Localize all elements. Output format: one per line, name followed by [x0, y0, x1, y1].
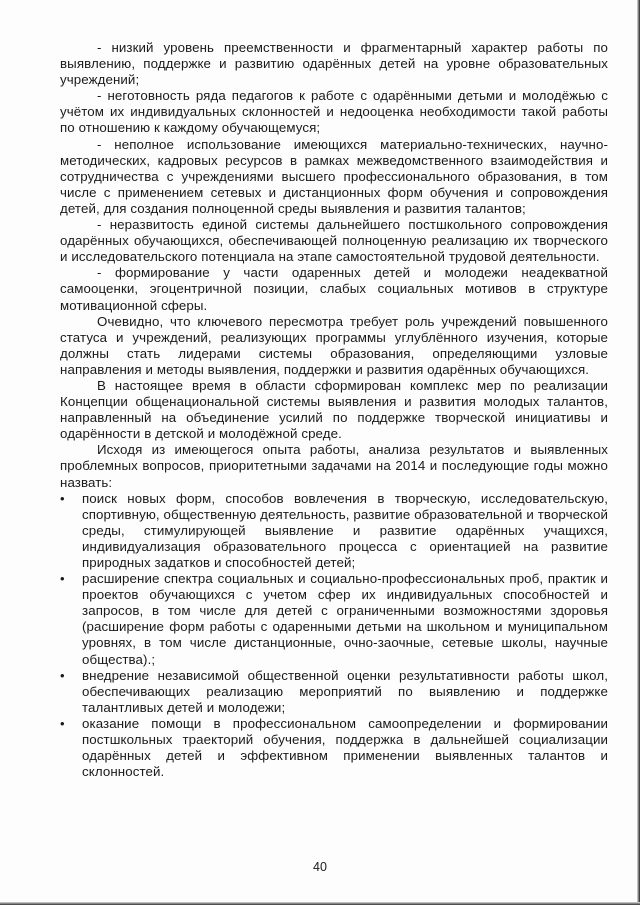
list-item — [60, 668, 608, 716]
page-number: 40 — [313, 860, 327, 874]
paragraph-priority-tasks: Исходя из имеющегося опыта работы, анализа результатов и выявленных проблемных вопросов, приоритетными задачами на 2014 и последующие годы можно назвать: — [60, 442, 608, 490]
bullet-icon: • — [60, 715, 65, 731]
paragraph-postschool-support: - неразвитость единой системы дальнейшего постшкольного сопровождения одарённых обучающихся, обеспечивающей полноценную реализацию их творческого и исследовательского потенциала на этапе самостоятельной трудовой деятельности. — [60, 217, 608, 265]
bullet-icon: • — [60, 490, 65, 506]
priority-task-list — [60, 491, 608, 781]
list-item-text: поиск новых форм, способов вовлечения в творческую, исследовательскую, спортивную, общественную деятельность, развитие образовательной и творческой среды, стимулирующей выявление и развитие одарённых учащихся, индивидуализация образовательного процесса с ориентацией на развитие природных задатков и способностей детей; — [82, 490, 608, 570]
list-item-text: внедрение независимой общественной оценки результативности работы школ, обеспечивающих реализацию мероприятий по выявлению и поддержке талантливых детей и молодежи; — [82, 667, 608, 715]
paragraph-resource-usage: - неполное использование имеющихся материально-технических, научно-методических, кадровых ресурсов в рамках межведомственного взаимодействия и сотрудничества с учреждениями высшего профессионального образования, в том числе с применением сетевых и дистанционных форм обучения и сопровождения детей, для создания полноценной среды выявления и развития талантов; — [60, 136, 608, 216]
paragraph-teacher-unreadiness: - неготовность ряда педагогов к работе с одарёнными детьми и молодёжью с учётом их индивидуальных склонностей и недооценка необходимости такой работы по отношению к каждому обучающемуся; — [60, 88, 608, 136]
paragraph-key-revision: Очевидно, что ключевого пересмотра требует роль учреждений повышенного статуса и учреждений, реализующих программы углублённого изучения, которые должны стать лидерами системы образования, определяющими узловые направления и методы выявления, поддержки и развития одарённых обучающихся. — [60, 313, 608, 377]
list-item-text: расширение спектра социальных и социально-профессиональных проб, практик и проектов обучающихся с учетом сфер их индивидуальных способностей и запросов, в том числе для детей с ограниченными возможностями здоровья (расширение форм работы с одаренными детьми на школьном и муниципальном уровнях, в том числе дистанционные, очно-заочные, сетевые школы, научные общества).; — [82, 571, 608, 667]
bullet-icon: • — [60, 571, 65, 587]
paragraph-measures-complex: В настоящее время в области сформирован комплекс мер по реализации Концепции общенациональной системы выявления и развития молодых талантов, направленный на объединение усилий по поддержке творческой инициативы и одарённости в детской и молодёжной среде. — [60, 377, 608, 442]
list-item — [60, 571, 608, 668]
paragraph-low-continuity: - низкий уровень преемственности и фрагментарный характер работы по выявлению, поддержке и развитию одарённых детей на уровне образовательных учреждений; — [60, 40, 608, 88]
bullet-icon: • — [60, 667, 65, 683]
list-item — [60, 491, 608, 571]
list-item-text: оказание помощи в профессиональном самоопределении и формировании постшкольных траекторий обучения, поддержка в дальнейшей социализации одарённых детей и эффективном применении выявленных талантов и склонностей. — [82, 715, 608, 780]
list-item — [60, 716, 608, 780]
paragraph-self-esteem: - формирование у части одаренных детей и молодежи неадекватной самооценки, эгоцентричной позиции, слабых социальных мотивов в структуре мотивационной сферы. — [60, 265, 608, 313]
page-body — [60, 40, 608, 780]
